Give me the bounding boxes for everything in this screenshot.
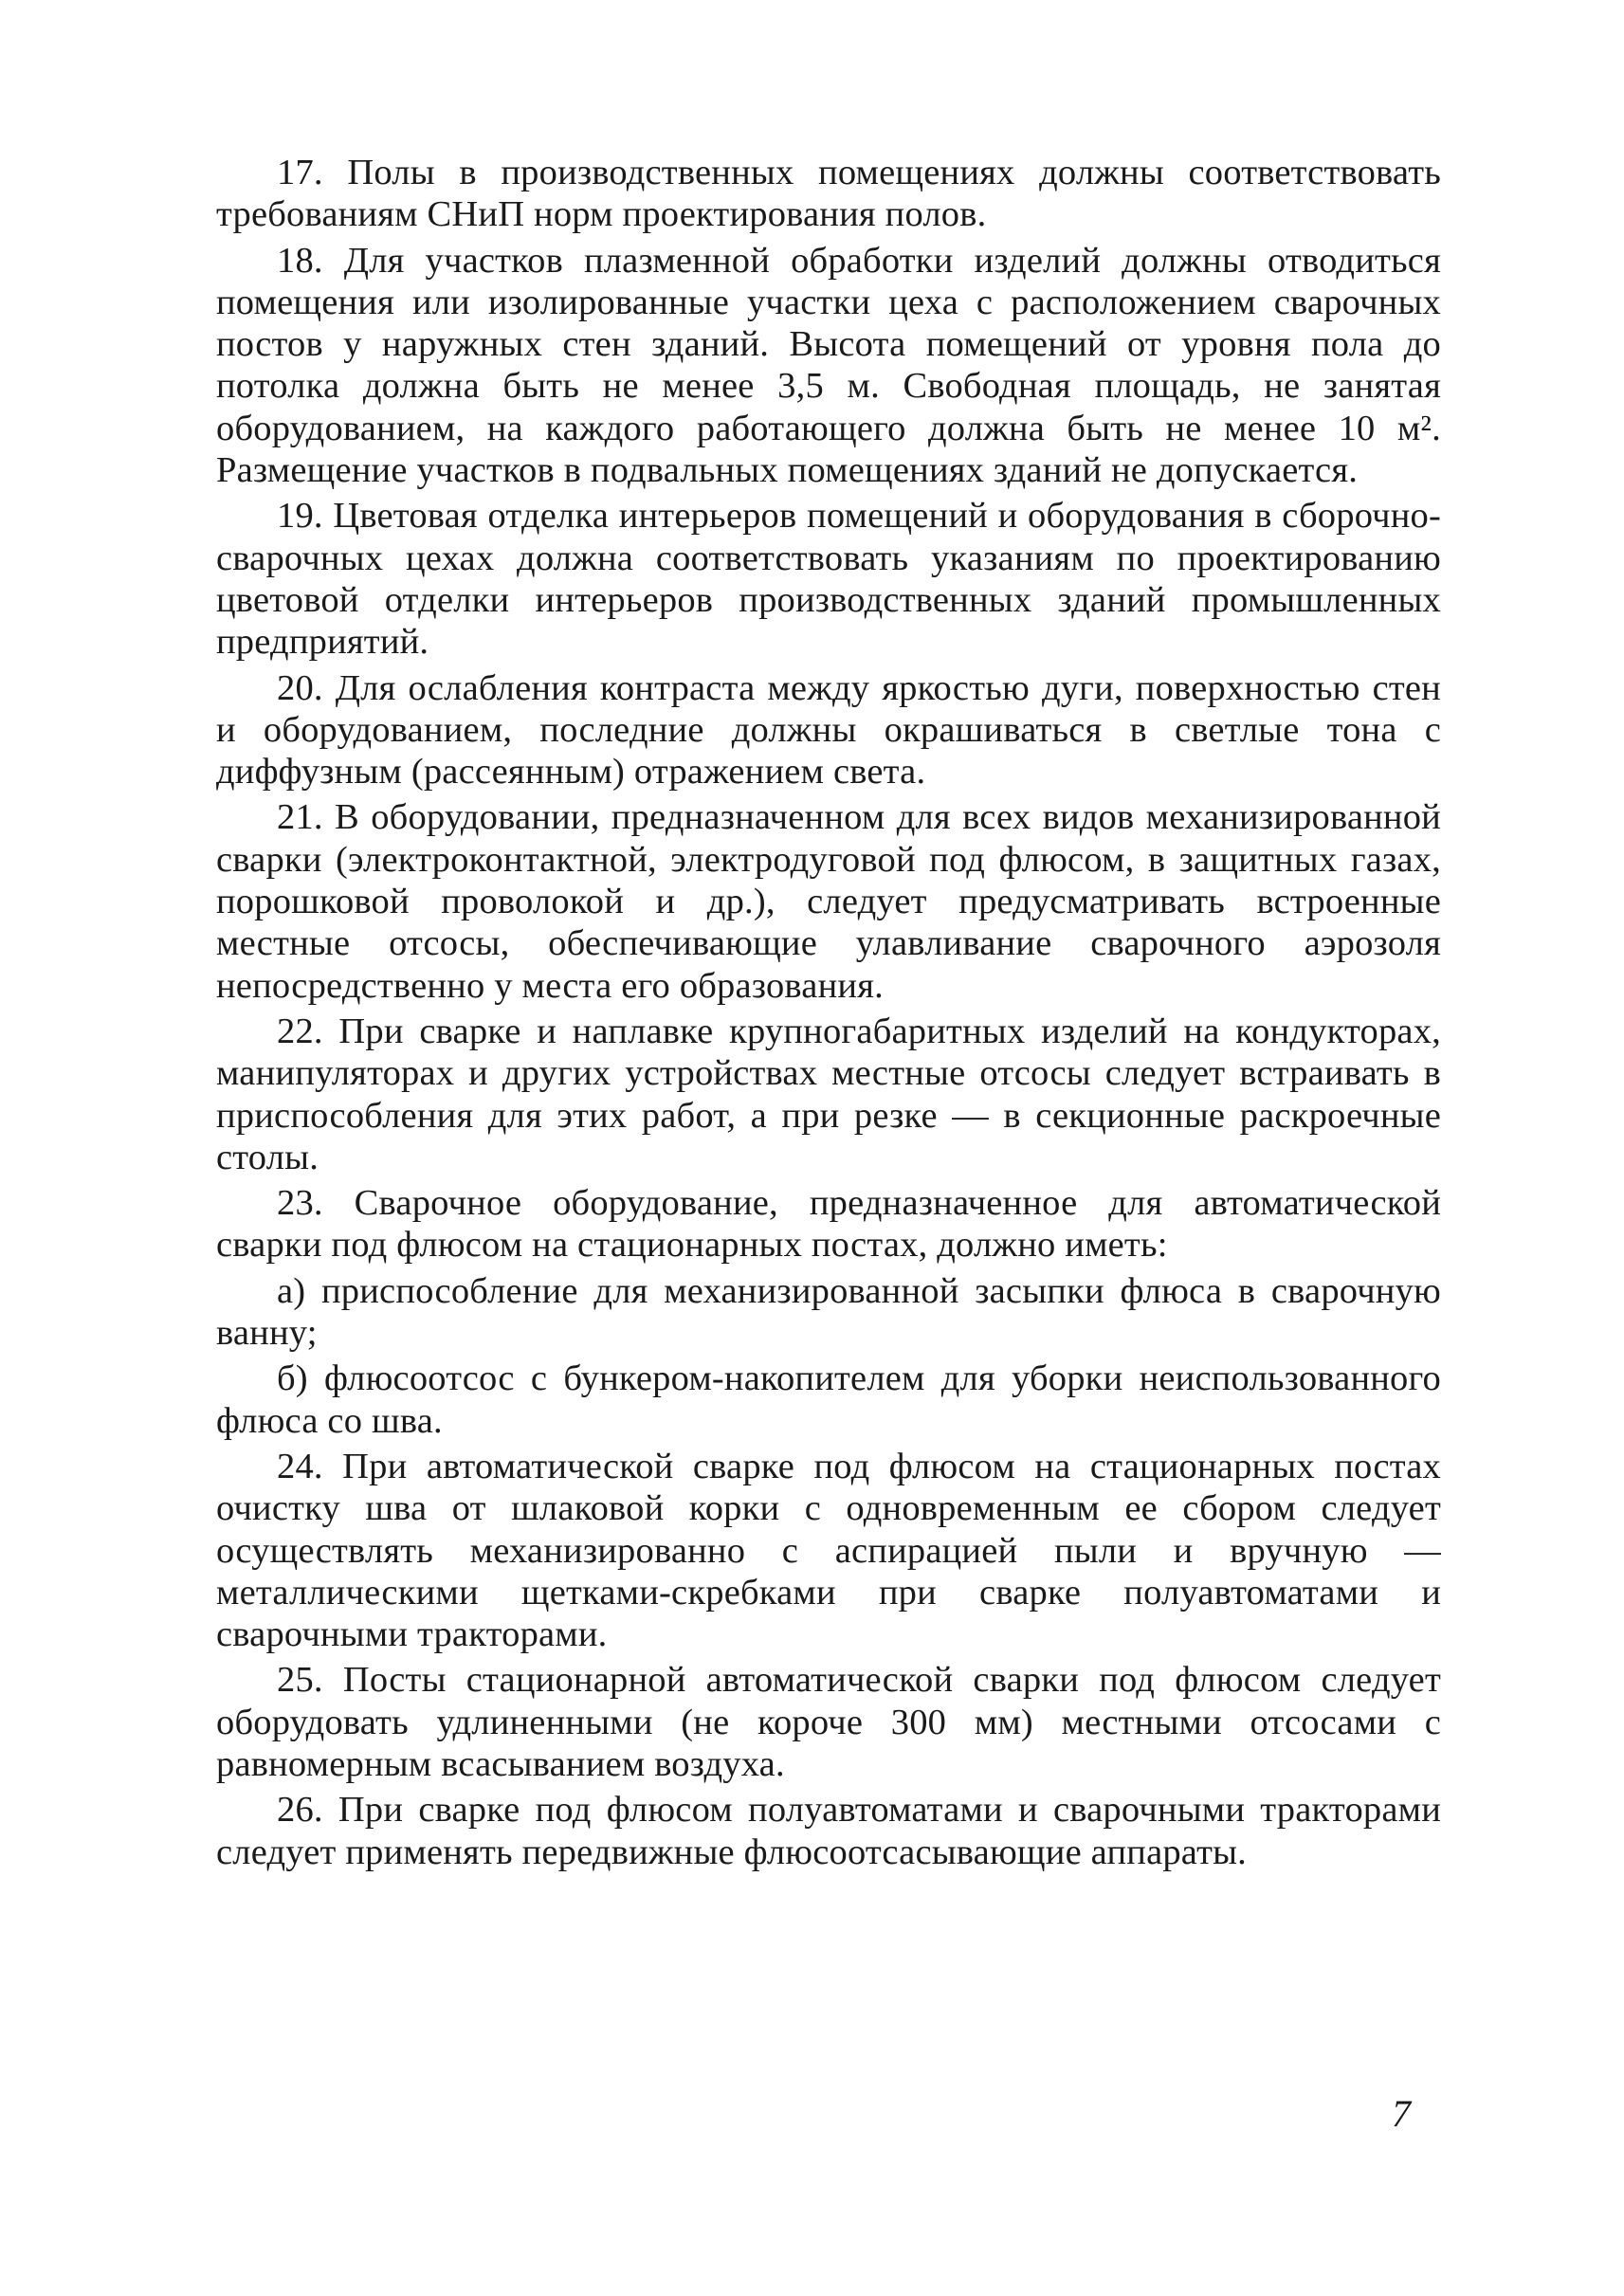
paragraph-23: 23. Сварочное оборудование, предназначенное для автоматической сварки под флюсом на стационарных постах, должно иметь:	[216, 1183, 1441, 1266]
paragraph-17: 17. Полы в производственных помещениях должны соответствовать требованиям СНиП норм проектирования полов.	[216, 153, 1441, 235]
paragraph-25: 25. Посты стационарной автоматической сварки под флюсом следует оборудовать удлиненными (не короче 300 мм) местными отсосами с равномерным всасыванием воздуха.	[216, 1660, 1441, 1784]
paragraph-23-a: а) приспособление для механизированной засыпки флюса в сварочную ванну;	[216, 1270, 1441, 1354]
paragraph-19: 19. Цветовая отделка интерьеров помещений и оборудования в сборочно-сварочных цехах должна соответствовать указаниям по проектированию цветовой отделки интерьеров производственных зданий промышленных предприятий.	[216, 496, 1441, 663]
paragraph-20: 20. Для ослабления контраста между яркостью дуги, поверхностью стен и оборудованием, последние должны окрашиваться в светлые тона с диффузным (рассеянным) отражением света.	[216, 667, 1441, 793]
page-number: 7	[1392, 2092, 1411, 2135]
paragraph-18: 18. Для участков плазменной обработки изделий должны отводиться помещения или изолированные участки цеха с расположением сварочных постов у наружных стен зданий. Высота помещений от уровня пола до потолка должна быть не менее 3,5 м. Свободная площадь, не занятая оборудованием, на каждого работающего должна быть не менее 10 м². Размещение участков в подвальных помещениях зданий не допускается.	[216, 240, 1441, 491]
paragraph-26: 26. При сварке под флюсом полуавтоматами и сварочными тракторами следует применять передвижные флюсоотсасывающие аппараты.	[216, 1790, 1441, 1872]
body-text	[216, 152, 1441, 1877]
paragraph-24: 24. При автоматической сварке под флюсом на стационарных постах очистку шва от шлаковой корки с одновременным ее сбором следует осуществлять механизированно с аспирацией пыли и вручную — металлическими щетками-скребками при сварке полуавтоматами и сварочными тракторами.	[216, 1446, 1441, 1655]
paragraph-21: 21. В оборудовании, предназначенном для всех видов механизированной сварки (электроконтактной, электродуговой под флюсом, в защитных газах, порошковой проволокой и др.), следует предусматривать встроенные местные отсосы, обеспечивающие улавливание сварочного аэрозоля непосредственно у места его образования.	[216, 797, 1441, 1006]
paragraph-22: 22. При сварке и наплавке крупногабаритных изделий на кондукторах, манипуляторах и других устройствах местные отсосы следует встраивать в приспособления для этих работ, а при резке — в секционные раскроечные столы.	[216, 1011, 1441, 1177]
paragraph-23-b: б) флюсоотсос с бункером-накопителем для уборки неиспользованного флюса со шва.	[216, 1358, 1441, 1441]
